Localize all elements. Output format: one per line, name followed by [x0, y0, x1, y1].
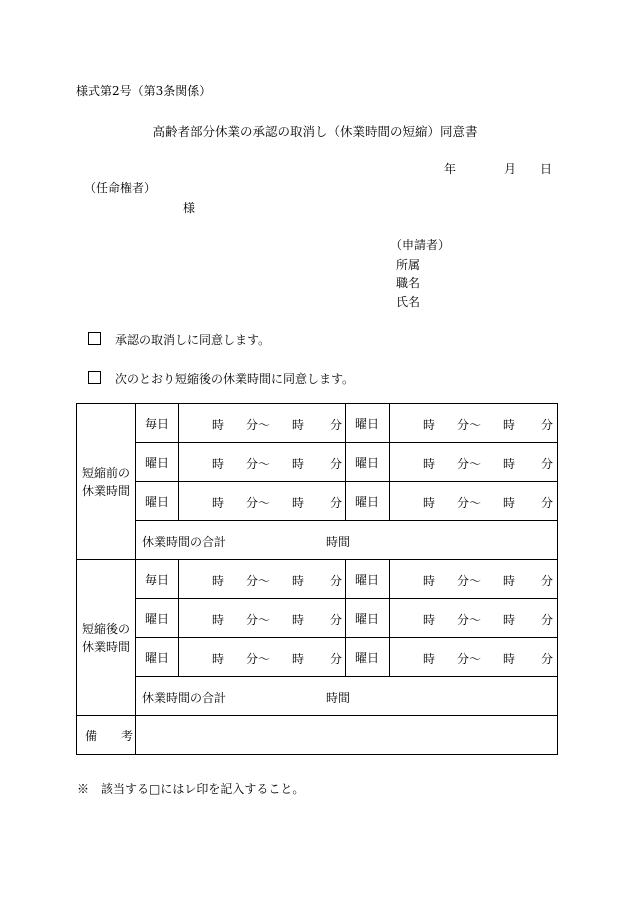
time-unit-minute-from: 分〜	[246, 457, 271, 471]
time-range-field[interactable]	[179, 638, 346, 677]
time-unit-minute-from: 分〜	[457, 418, 482, 432]
time-range-field[interactable]	[179, 599, 346, 638]
time-range-field[interactable]	[179, 560, 346, 599]
day-cell[interactable]: 曜日	[346, 443, 390, 482]
time-unit-hour: 時	[212, 418, 225, 432]
day-cell[interactable]: 曜日	[346, 638, 390, 677]
option-cancel-approval-label: 承認の取消しに同意します。	[115, 333, 271, 347]
form-number: 様式第2号（第3条関係）	[76, 84, 212, 98]
time-range-field[interactable]	[390, 404, 558, 443]
total-row	[77, 521, 558, 560]
time-unit-minute-to: 分	[330, 418, 343, 432]
day-cell[interactable]: 毎日	[136, 404, 179, 443]
day-cell[interactable]: 曜日	[136, 482, 179, 521]
applicant-affiliation: 所属	[396, 258, 421, 272]
time-unit-hour: 時	[212, 613, 225, 627]
table-row	[77, 443, 558, 482]
day-cell[interactable]: 曜日	[136, 599, 179, 638]
leave-hours-table	[76, 403, 558, 755]
time-unit-hour: 時	[423, 574, 436, 588]
time-range-field[interactable]	[179, 482, 346, 521]
time-unit-hour: 時	[423, 457, 436, 471]
applicant-name: 氏名	[396, 295, 421, 309]
time-unit-hour: 時	[212, 496, 225, 510]
total-hours-label: 休業時間の合計	[142, 535, 227, 549]
time-unit-hour: 時	[212, 652, 225, 666]
time-unit-minute-to: 分	[541, 496, 554, 510]
time-unit-hour2: 時	[503, 457, 516, 471]
time-unit-minute-from: 分〜	[457, 652, 482, 666]
remarks-field[interactable]	[136, 716, 558, 755]
time-unit-minute-to: 分	[541, 574, 554, 588]
date-month: 月	[504, 162, 517, 176]
time-unit-minute-from: 分〜	[457, 574, 482, 588]
day-cell[interactable]: 曜日	[346, 482, 390, 521]
option-shortened-hours-label: 次のとおり短縮後の休業時間に同意します。	[115, 372, 355, 386]
time-unit-hour: 時	[423, 613, 436, 627]
option-cancel-approval[interactable]	[88, 331, 270, 348]
time-unit-minute-from: 分〜	[246, 613, 271, 627]
day-cell[interactable]: 曜日	[346, 599, 390, 638]
applicant-label: （申請者）	[390, 238, 451, 252]
time-unit-minute-to: 分	[541, 652, 554, 666]
remarks-label: 備 考	[77, 716, 136, 755]
time-unit-minute-from: 分〜	[246, 496, 271, 510]
time-unit-hour: 時	[212, 574, 225, 588]
total-hours-unit: 時間	[326, 691, 351, 705]
time-range-field[interactable]	[390, 638, 558, 677]
option-shortened-hours[interactable]	[88, 370, 354, 387]
table-row	[77, 482, 558, 521]
time-unit-minute-to: 分	[541, 457, 554, 471]
total-hours-label: 休業時間の合計	[142, 691, 227, 705]
time-range-field[interactable]	[179, 443, 346, 482]
table-row	[77, 560, 558, 599]
time-unit-minute-to: 分	[330, 574, 343, 588]
time-unit-hour2: 時	[292, 613, 305, 627]
appointer-label: （任命権者）	[84, 181, 157, 195]
time-unit-minute-to: 分	[330, 457, 343, 471]
time-unit-hour: 時	[212, 457, 225, 471]
time-unit-minute-from: 分〜	[457, 613, 482, 627]
date-year: 年	[444, 162, 457, 176]
section-label-line2: 休業時間	[81, 639, 130, 654]
time-unit-hour2: 時	[292, 457, 305, 471]
time-unit-minute-from: 分〜	[246, 418, 271, 432]
time-unit-hour: 時	[423, 418, 436, 432]
appointer-honorific: 様	[183, 201, 196, 215]
section-label-line1: 短縮後の	[81, 621, 130, 636]
time-unit-minute-to: 分	[330, 652, 343, 666]
document-title: 高齢者部分休業の承認の取消し（休業時間の短縮）同意書	[152, 124, 478, 139]
footnote: ※ 該当する□にはレ印を記入すること。	[77, 782, 305, 796]
time-unit-minute-from: 分〜	[457, 496, 482, 510]
time-unit-hour2: 時	[503, 652, 516, 666]
day-cell[interactable]: 曜日	[346, 560, 390, 599]
table-row	[77, 599, 558, 638]
total-hours-unit: 時間	[326, 535, 351, 549]
section-label	[77, 560, 136, 716]
time-unit-hour2: 時	[503, 613, 516, 627]
time-range-field[interactable]	[390, 443, 558, 482]
date-day: 日	[540, 162, 553, 176]
time-unit-minute-from: 分〜	[246, 574, 271, 588]
section-label	[77, 404, 136, 560]
remarks-row	[77, 716, 558, 755]
time-unit-hour: 時	[423, 652, 436, 666]
applicant-position: 職名	[396, 276, 421, 290]
time-unit-hour2: 時	[503, 418, 516, 432]
time-unit-hour2: 時	[292, 418, 305, 432]
table-row	[77, 638, 558, 677]
section-label-line1: 短縮前の	[81, 465, 130, 480]
time-unit-hour2: 時	[292, 574, 305, 588]
date-line	[444, 160, 552, 177]
time-unit-hour2: 時	[292, 496, 305, 510]
section-label-line2: 休業時間	[81, 483, 130, 498]
time-unit-minute-to: 分	[330, 613, 343, 627]
time-unit-minute-to: 分	[541, 418, 554, 432]
time-range-field[interactable]	[390, 599, 558, 638]
time-unit-hour: 時	[423, 496, 436, 510]
table-row	[77, 404, 558, 443]
time-unit-minute-to: 分	[541, 613, 554, 627]
day-cell[interactable]: 曜日	[346, 404, 390, 443]
time-range-field[interactable]	[179, 404, 346, 443]
time-unit-hour2: 時	[292, 652, 305, 666]
day-cell[interactable]: 曜日	[136, 443, 179, 482]
checkbox-cancel-approval[interactable]	[88, 332, 101, 345]
day-cell[interactable]: 曜日	[136, 638, 179, 677]
total-hours-field[interactable]	[136, 521, 558, 560]
checkbox-shortened-hours[interactable]	[88, 371, 101, 384]
total-row	[77, 677, 558, 716]
time-unit-hour2: 時	[503, 496, 516, 510]
time-unit-minute-to: 分	[330, 496, 343, 510]
time-unit-hour2: 時	[503, 574, 516, 588]
total-hours-field[interactable]	[136, 677, 558, 716]
time-range-field[interactable]	[390, 482, 558, 521]
time-unit-minute-from: 分〜	[457, 457, 482, 471]
time-range-field[interactable]	[390, 560, 558, 599]
day-cell[interactable]: 毎日	[136, 560, 179, 599]
time-unit-minute-from: 分〜	[246, 652, 271, 666]
